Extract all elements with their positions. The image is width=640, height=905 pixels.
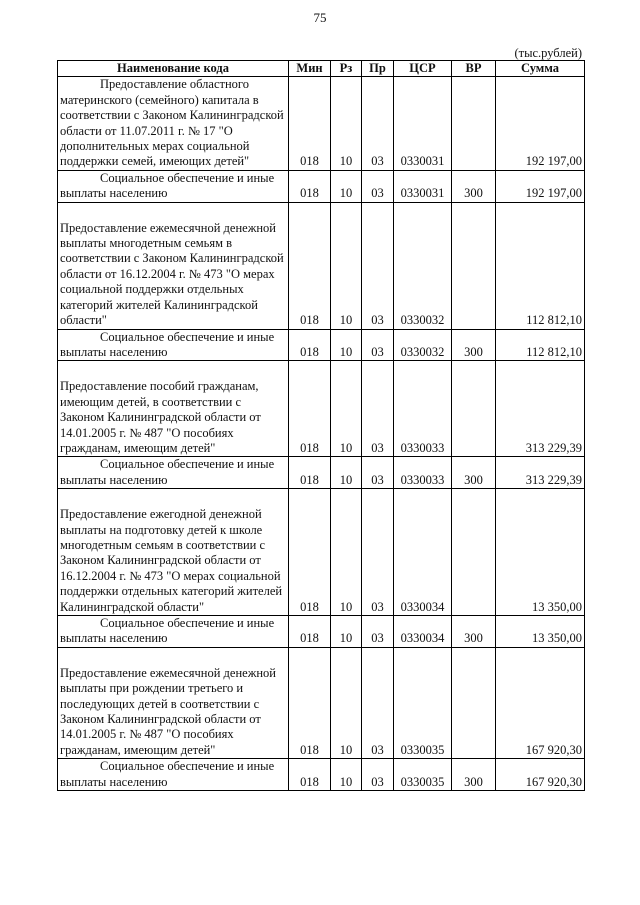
table-row xyxy=(58,202,585,329)
row-csr: 0330031 xyxy=(394,170,452,202)
row-vr xyxy=(452,202,496,329)
row-rz: 10 xyxy=(331,489,362,616)
row-pr: 03 xyxy=(362,202,394,329)
row-name: Социальное обеспечение и иные выплаты населению xyxy=(58,616,289,648)
row-min: 018 xyxy=(289,457,331,489)
table-row xyxy=(58,489,585,616)
table-row xyxy=(58,361,585,457)
row-rz: 10 xyxy=(331,647,362,758)
row-min: 018 xyxy=(289,77,331,170)
row-sum: 167 920,30 xyxy=(496,647,585,758)
row-name xyxy=(58,489,289,616)
header-min: Мин xyxy=(289,61,331,77)
row-vr xyxy=(452,647,496,758)
row-vr: 300 xyxy=(452,457,496,489)
row-vr: 300 xyxy=(452,759,496,791)
row-pr: 03 xyxy=(362,647,394,758)
row-rz: 10 xyxy=(331,202,362,329)
row-pr: 03 xyxy=(362,616,394,648)
row-sum: 167 920,30 xyxy=(496,759,585,791)
row-pr: 03 xyxy=(362,329,394,361)
row-sum: 13 350,00 xyxy=(496,489,585,616)
table-header-row xyxy=(58,61,585,77)
row-pr: 03 xyxy=(362,759,394,791)
row-name: Социальное обеспечение и иные выплаты населению xyxy=(58,170,289,202)
row-name-text: Предоставление ежемесячной денежной выплаты многодетным семьям в соответствии с Законом Калининградской области от 16.12.2004 г. № 473 "О мерах социальной поддержки отдельных категорий жителей Калининградской области" xyxy=(60,220,284,328)
row-rz: 10 xyxy=(331,77,362,170)
row-csr: 0330035 xyxy=(394,759,452,791)
row-rz: 10 xyxy=(331,457,362,489)
row-rz: 10 xyxy=(331,170,362,202)
row-pr: 03 xyxy=(362,457,394,489)
row-vr: 300 xyxy=(452,329,496,361)
row-min: 018 xyxy=(289,361,331,457)
row-min: 018 xyxy=(289,759,331,791)
header-pr: Пр xyxy=(362,61,394,77)
budget-table xyxy=(57,60,585,791)
row-vr xyxy=(452,361,496,457)
row-min: 018 xyxy=(289,489,331,616)
row-csr: 0330031 xyxy=(394,77,452,170)
row-sum: 313 229,39 xyxy=(496,457,585,489)
row-csr: 0330032 xyxy=(394,329,452,361)
row-name xyxy=(58,202,289,329)
row-csr: 0330032 xyxy=(394,202,452,329)
row-name-text: Предоставление ежегодной денежной выплаты на подготовку детей к школе многодетным семьям в соответствии с Законом Калининградской области от 16.12.2004 г. № 473 "О мерах социальной поддержки отдельных категорий жителей Калининградской области" xyxy=(60,507,283,614)
header-vr: ВР xyxy=(452,61,496,77)
header-csr: ЦСР xyxy=(394,61,452,77)
header-sum: Сумма xyxy=(496,61,585,77)
row-sum: 313 229,39 xyxy=(496,361,585,457)
row-sum: 192 197,00 xyxy=(496,77,585,170)
row-sum: 13 350,00 xyxy=(496,616,585,648)
table-row xyxy=(58,759,585,791)
row-rz: 10 xyxy=(331,759,362,791)
table-row xyxy=(58,329,585,361)
row-rz: 10 xyxy=(331,361,362,457)
row-name: Предоставление областного материнского (семейного) капитала в соответствии с Законом Калининградской области от 11.07.2011 г. № 17 "О дополнительных мерах социальной поддержки семей, имеющих детей" xyxy=(58,77,289,170)
row-pr: 03 xyxy=(362,77,394,170)
units-label: (тыс.рублей) xyxy=(514,46,582,60)
row-vr xyxy=(452,77,496,170)
row-pr: 03 xyxy=(362,489,394,616)
row-min: 018 xyxy=(289,202,331,329)
row-vr: 300 xyxy=(452,170,496,202)
row-csr: 0330034 xyxy=(394,489,452,616)
row-rz: 10 xyxy=(331,616,362,648)
row-name: Социальное обеспечение и иные выплаты населению xyxy=(58,457,289,489)
row-name: Социальное обеспечение и иные выплаты населению xyxy=(58,759,289,791)
row-name xyxy=(58,647,289,758)
row-sum: 112 812,10 xyxy=(496,329,585,361)
row-csr: 0330034 xyxy=(394,616,452,648)
row-name-text: Предоставление ежемесячной денежной выплаты при рождении третьего и последующих детей в соответствии с Законом Калининградской области от 14.01.2005 г. № 487 "О пособиях гражданам, имеющим детей" xyxy=(60,665,276,757)
row-name xyxy=(58,361,289,457)
row-name-text: Предоставление пособий гражданам, имеющим детей, в соответствии с Законом Калининградской области от 14.01.2005 г. № 487 "О пособиях гражданам, имеющим детей" xyxy=(60,379,261,455)
row-min: 018 xyxy=(289,616,331,648)
row-rz: 10 xyxy=(331,329,362,361)
table-row xyxy=(58,647,585,758)
row-vr: 300 xyxy=(452,616,496,648)
page-number: 75 xyxy=(313,10,327,25)
table-row xyxy=(58,457,585,489)
header-rz: Рз xyxy=(331,61,362,77)
table-row xyxy=(58,77,585,170)
header-name: Наименование кода xyxy=(58,61,289,77)
row-csr: 0330033 xyxy=(394,361,452,457)
table-row xyxy=(58,170,585,202)
row-min: 018 xyxy=(289,647,331,758)
row-csr: 0330035 xyxy=(394,647,452,758)
row-name: Социальное обеспечение и иные выплаты населению xyxy=(58,329,289,361)
row-pr: 03 xyxy=(362,170,394,202)
row-min: 018 xyxy=(289,329,331,361)
row-sum: 112 812,10 xyxy=(496,202,585,329)
row-csr: 0330033 xyxy=(394,457,452,489)
row-pr: 03 xyxy=(362,361,394,457)
row-vr xyxy=(452,489,496,616)
row-min: 018 xyxy=(289,170,331,202)
table-row xyxy=(58,616,585,648)
row-sum: 192 197,00 xyxy=(496,170,585,202)
